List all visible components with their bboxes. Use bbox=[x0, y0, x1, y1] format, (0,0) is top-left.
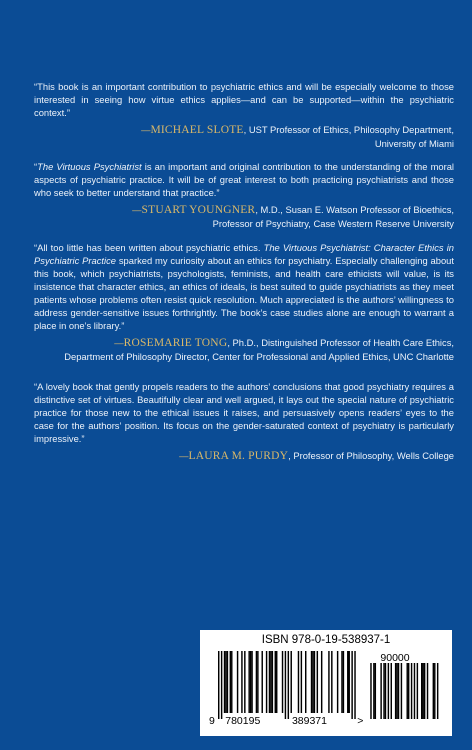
addon-bar bbox=[375, 663, 376, 719]
barcode-bar bbox=[328, 651, 329, 713]
addon-bar bbox=[417, 663, 418, 719]
barcode-bar bbox=[270, 651, 271, 713]
addon-bar bbox=[422, 663, 423, 719]
addon-bar bbox=[401, 663, 402, 719]
blurb-tong bbox=[34, 241, 454, 363]
barcode-bar bbox=[311, 651, 312, 713]
addon-bar bbox=[427, 663, 428, 719]
blurb-purdy bbox=[34, 380, 454, 463]
addon-bar bbox=[385, 663, 386, 719]
blurb-youngner bbox=[34, 160, 454, 230]
barcode-graphic bbox=[208, 649, 444, 733]
blurb-slote bbox=[34, 80, 454, 150]
addon-bar bbox=[388, 663, 389, 719]
addon-bar bbox=[370, 663, 371, 719]
barcode-bar bbox=[343, 651, 344, 713]
barcode-right-digits: 389371 bbox=[291, 715, 327, 727]
barcode-bar bbox=[256, 651, 257, 713]
barcode-bar bbox=[285, 651, 286, 719]
blurb-attribution: —STUART YOUNGNER, M.D., Susan E. Watson Professor of Bioethics, Professor of Psychiatry, Case Western Reserve University bbox=[132, 204, 454, 229]
addon-bar bbox=[433, 663, 434, 719]
barcode-bar bbox=[221, 651, 222, 719]
barcode-quiet-zone-mark: > bbox=[357, 715, 364, 727]
addon-bar bbox=[391, 663, 392, 719]
addon-bar bbox=[437, 663, 438, 719]
barcode-bar bbox=[337, 651, 338, 713]
barcode-bar bbox=[224, 651, 225, 713]
barcode-bar bbox=[314, 651, 315, 713]
barcode-bar bbox=[347, 651, 348, 713]
reviewer-name: ROSEMARIE TONG bbox=[123, 337, 228, 349]
barcode-bar bbox=[301, 651, 302, 713]
barcode-bar bbox=[230, 651, 231, 713]
blurb-quote: “This book is an important contribution to psychiatric ethics and will be especially welcome to those interested in seeing how virtue ethics applies—and can be supported—within the psychiatric context.” bbox=[34, 81, 454, 118]
barcode-bar bbox=[251, 651, 252, 713]
barcode-bar bbox=[331, 651, 332, 713]
barcode-bar bbox=[227, 651, 228, 713]
barcode-left-digits: 780195 bbox=[225, 715, 261, 727]
addon-bar bbox=[411, 663, 412, 719]
barcode-bar bbox=[262, 651, 263, 713]
barcode-bar bbox=[237, 651, 238, 713]
blurb-attribution: —LAURA M. PURDY, Professor of Philosophy, Wells College bbox=[179, 450, 454, 462]
reviewer-name: MICHAEL SLOTE bbox=[150, 124, 244, 136]
barcode-bar bbox=[272, 651, 273, 713]
blurb-attribution: —ROSEMARIE TONG, Ph.D., Distinguished Professor of Health Care Ethics, Department of Philosophy Director, Center for Professional and Applied Ethics, UNC Charlotte bbox=[64, 337, 454, 362]
addon-bar bbox=[383, 663, 384, 719]
addon-bar bbox=[414, 663, 415, 719]
blurb-attribution: —MICHAEL SLOTE, UST Professor of Ethics, Philosophy Department, University of Miami bbox=[141, 124, 454, 149]
barcode-bar bbox=[225, 651, 226, 713]
barcode-bar bbox=[266, 651, 267, 713]
barcode-bar bbox=[341, 651, 342, 713]
barcode-bar bbox=[321, 651, 322, 713]
barcode-bar bbox=[241, 651, 242, 713]
reviewer-name: STUART YOUNGNER bbox=[141, 204, 256, 216]
barcode-bar bbox=[349, 651, 350, 713]
barcode-bar bbox=[351, 651, 352, 719]
barcode-bar bbox=[269, 651, 270, 713]
isbn-barcode bbox=[200, 630, 452, 736]
barcode-lead-digit: 9 bbox=[209, 715, 215, 727]
barcode-bar bbox=[354, 651, 355, 719]
barcode-bar bbox=[291, 651, 292, 713]
addon-bar bbox=[395, 663, 396, 719]
addon-bar bbox=[434, 663, 435, 719]
addon-bar bbox=[407, 663, 408, 719]
barcode-bar bbox=[276, 651, 277, 713]
barcode-bar bbox=[317, 651, 318, 713]
reviewer-name: LAURA M. PURDY bbox=[188, 450, 289, 462]
barcode-bar bbox=[218, 651, 219, 719]
barcode-bar bbox=[275, 651, 276, 713]
barcode-bar bbox=[298, 651, 299, 713]
barcode-bar bbox=[288, 651, 289, 719]
barcode-bar bbox=[248, 651, 249, 713]
barcode-bar bbox=[282, 651, 283, 713]
barcode-bar bbox=[257, 651, 258, 713]
blurb-quote: “The Virtuous Psychiatrist is an important and original contribution to the understanding of the moral aspects of psychiatric practice. It will be of great interest to both practicing psychiatrists and those who seek to better understand that practice.” bbox=[34, 161, 455, 198]
barcode-bar bbox=[305, 651, 306, 713]
addon-bar bbox=[421, 663, 422, 719]
addon-bar bbox=[373, 663, 374, 719]
addon-bar bbox=[396, 663, 397, 719]
barcode-addon-digits: 90000 bbox=[380, 652, 410, 664]
barcode-bar bbox=[231, 651, 232, 713]
addon-bar bbox=[408, 663, 409, 719]
addon-bar bbox=[380, 663, 381, 719]
addon-bar bbox=[424, 663, 425, 719]
barcode-bar bbox=[244, 651, 245, 713]
barcode-bar bbox=[312, 651, 313, 713]
blurb-quote: “All too little has been written about psychiatric ethics. The Virtuous Psychiatrist: Character Ethics in Psychiatric Practice sparked my curiosity about an ethics for psychiatry. Especially challenging about this book, which psychiatrists, psychologists, feminists, and health care ethicists will value, is its insistence that character ethics, an ethics of ideals, is best suited to guide psychiatrists as they meet patients whose problems often resist quick resolution. Much appreciated is the authors’ willingness to address gender-sensitive issues forthrightly. The book’s case studies alone are enough to warrant a place in one’s library.” bbox=[34, 242, 454, 331]
addon-bar bbox=[398, 663, 399, 719]
barcode-bar bbox=[250, 651, 251, 713]
blurb-quote: “A lovely book that gently propels readers to the authors’ conclusions that good psychiatry requires a distinctive set of virtues. Beautifully clear and well argued, it lays out the special nature of psychiatric practice for those new to the ethical issues it raises, and persuasively opens readers’ eyes to the case for the authors’ position. Its focus on the gender-saturated context of psychiatry is particularly impressive.” bbox=[34, 381, 454, 444]
isbn-label: ISBN 978-0-19-538937-1 bbox=[261, 634, 391, 646]
